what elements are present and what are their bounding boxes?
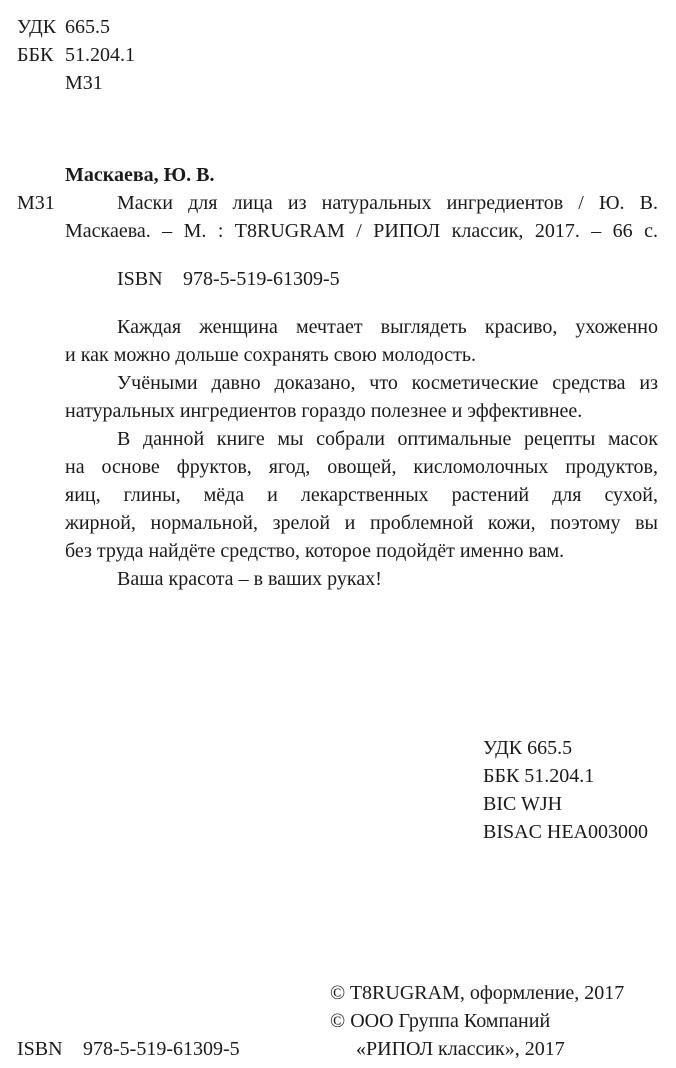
- annotation-p3-line5: без труда найдёте средство, которое подойдёт именно вам.: [65, 540, 565, 562]
- classification-bisac: BISAC HEA003000: [483, 821, 649, 843]
- isbn-value: 978-5-519-61309-5: [183, 268, 340, 290]
- author-mark-margin: М31: [17, 192, 55, 214]
- annotation-p1-line2: и как можно дольше сохранять свою молодость.: [65, 344, 477, 366]
- bbk-label: ББК: [17, 44, 54, 66]
- udk-code: [17, 17, 110, 37]
- bibliographic-line-1: Маски для лица из натуральных ингредиентов / Ю. В.: [117, 192, 658, 214]
- annotation-p1-line1: Каждая женщина мечтает выглядеть красиво, ухоженно: [117, 316, 658, 338]
- isbn-line: [117, 269, 340, 289]
- annotation-p3-line1: В данной книге мы собрали оптимальные рецепты масок: [117, 428, 658, 450]
- copyright-line-3: «РИПОЛ классик», 2017: [356, 1038, 565, 1060]
- annotation-p3-line2: на основе фруктов, ягод, овощей, кисломолочных продуктов,: [65, 456, 658, 478]
- annotation-p3-line3: яиц, глины, мёда и лекарственных растений для сухой,: [65, 484, 658, 506]
- isbn-bottom-value: 978-5-519-61309-5: [83, 1038, 240, 1060]
- classification-bic: BIC WJH: [483, 793, 563, 815]
- bibliographic-line-2: Маскаева. – М. : T8RUGRAM / РИПОЛ классик, 2017. – 66 с.: [65, 220, 658, 242]
- author-mark-top: М31: [65, 72, 103, 94]
- annotation-p3-line4: жирной, нормальной, зрелой и проблемной кожи, поэтому вы: [65, 512, 658, 534]
- isbn-bottom-label: ISBN: [17, 1038, 63, 1060]
- bbk-value: 51.204.1: [65, 44, 135, 66]
- annotation-p4-line1: Ваша красота – в ваших руках!: [117, 568, 382, 590]
- bbk-code: [17, 45, 135, 65]
- classification-bbk: ББК 51.204.1: [483, 765, 595, 787]
- annotation-p2-line1: Учёными давно доказано, что косметические средства из: [117, 372, 658, 394]
- annotation-p2-line2: натуральных ингредиентов гораздо полезнее и эффективнее.: [65, 400, 583, 422]
- author-heading: Маскаева, Ю. В.: [65, 164, 215, 186]
- udk-label: УДК: [17, 16, 57, 38]
- copyright-line-1: © T8RUGRAM, оформление, 2017: [330, 982, 625, 1004]
- classification-udk: УДК 665.5: [483, 737, 573, 759]
- isbn-label: ISBN: [117, 268, 163, 290]
- isbn-bottom: [17, 1039, 240, 1059]
- copyright-line-2: © ООО Группа Компаний: [330, 1010, 551, 1032]
- udk-value: 665.5: [65, 16, 110, 38]
